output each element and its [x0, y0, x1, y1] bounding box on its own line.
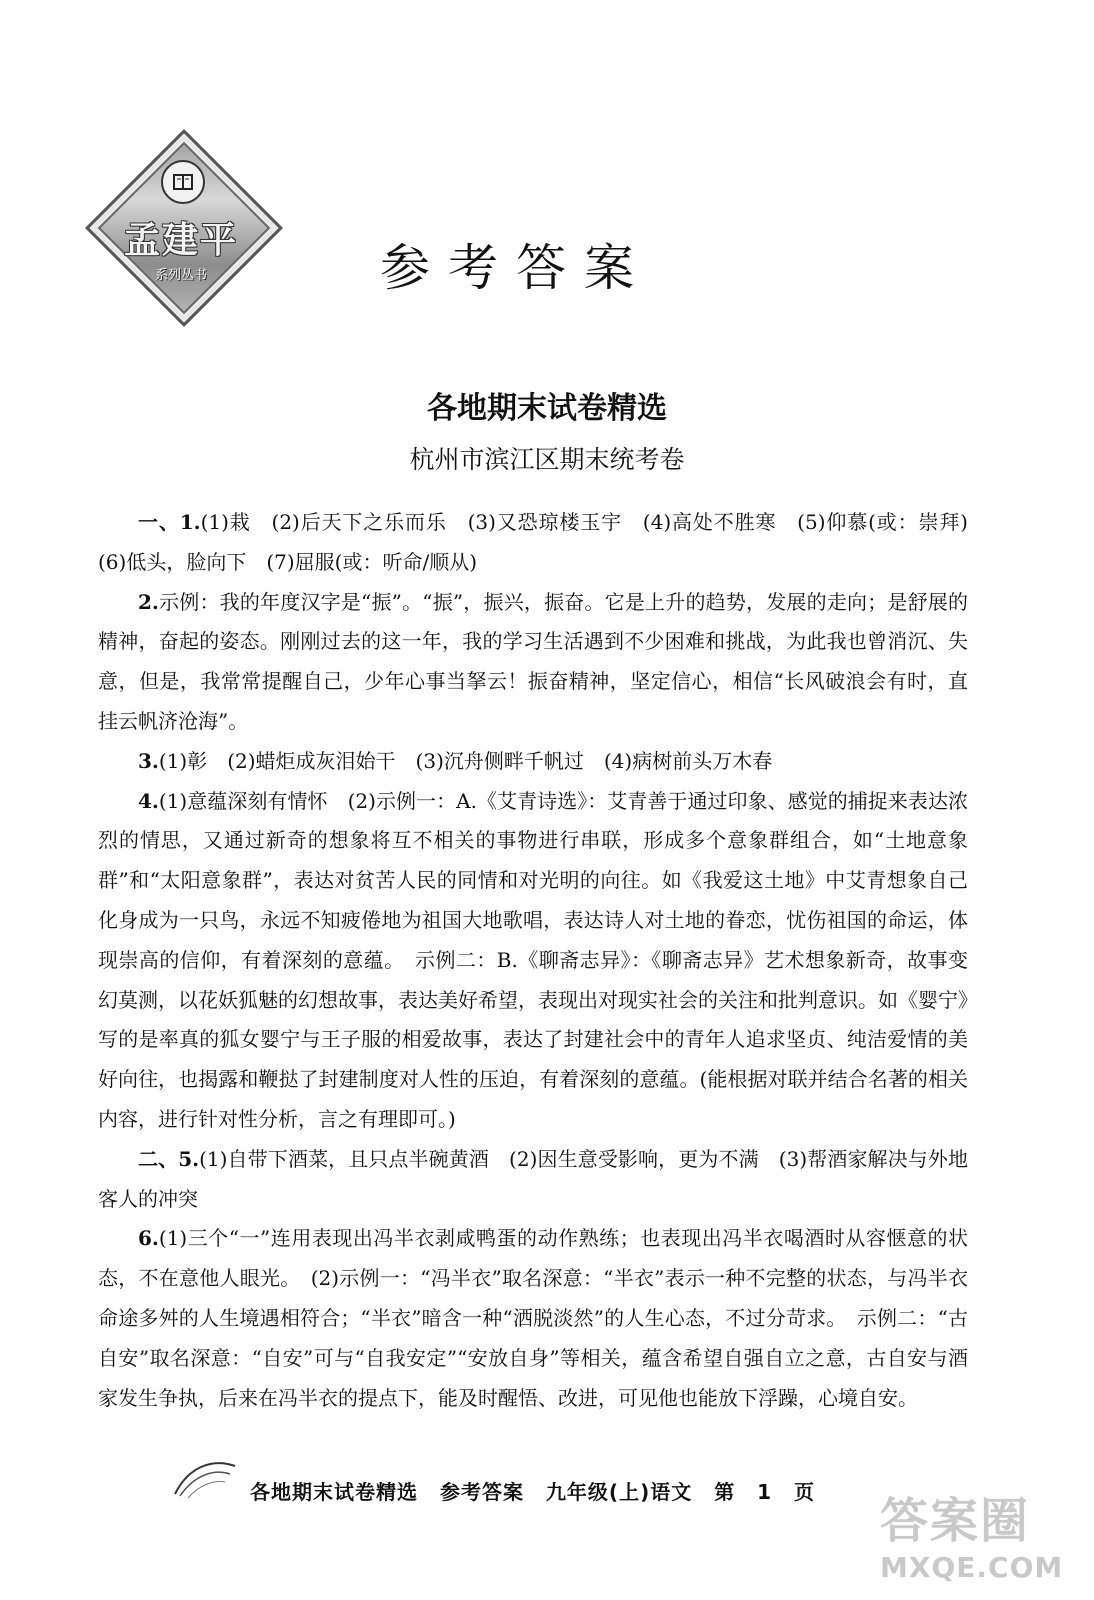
answer-item — [98, 782, 968, 1140]
answer-body — [98, 503, 988, 1418]
watermark — [880, 1482, 1080, 1592]
answer-text: (1)彰 (2)蜡炬成灰泪始干 (3)沉舟侧畔千帆过 (4)病树前头万木春 — [158, 748, 773, 773]
answer-item — [98, 1140, 968, 1220]
footer-text — [250, 1476, 829, 1505]
answer-text: 示例：我的年度汉字是“振”。“振”，振兴，振奋。它是上升的趋势，发展的走向；是舒展的精神，奋起的姿态。刚刚过去的这一年，我的学习生活遇到不少困难和挑战，为此我也曾消沉、失意，但是，我常常提醒自己，少年心事当拏云！振奋精神，坚定信心，相信“长风破浪会有时，直挂云帆济沧海”。 — [98, 589, 968, 733]
answer-number: 二、5. — [138, 1146, 200, 1171]
footer-page-prefix: 第 — [714, 1480, 736, 1504]
answer-item — [98, 742, 968, 782]
section-title: 各地期末试卷精选 — [427, 391, 667, 426]
answer-number: 3. — [138, 748, 159, 773]
answer-text: (1)自带下酒菜，且只点半碗黄酒 (2)因生意受影响，更为不满 (3)帮酒家解决与外地客人的冲突 — [98, 1146, 968, 1211]
logo-name: 孟建平 — [123, 220, 238, 261]
answer-text: (1)栽 (2)后天下之乐而乐 (3)又恐琼楼玉宇 (4)高处不胜寒 (5)仰慕(或：崇拜) (6)低头，脸向下 (7)屈服(或：听命/顺从) — [98, 510, 988, 574]
feather-swirl-icon — [170, 1454, 240, 1508]
footer-book: 各地期末试卷精选 — [250, 1480, 418, 1504]
book-emblem-icon — [161, 160, 205, 204]
answer-text: (1)意蕴深刻有情怀 (2)示例一：A.《艾青诗选》：艾青善于通过印象、感觉的捕捉来表达浓烈的情思，又通过新奇的想象将互不相关的事物进行串联，形成多个意象群组合，如“土地意象群”和“太阳意象群”，表达对贫苦人民的同情和对光明的向往。如《我爱这土地》中艾青想象自己化身成为一只鸟，永远不知疲倦地为祖国大地歌唱，表达诗人对土地的眷恋，忧伤祖国的命运，体现崇高的信仰，有着深刻的意蕴。 示例二：B.《聊斋志异》：《聊斋志异》艺术想象新奇，故事变幻莫测，以花妖狐魅的幻想故事，表达美好希望，表现出对现实社会的关注和批判意识。如《婴宁》写的是率真的狐女婴宁与王子服的相爱故事，表达了封建社会中的青年人追求坚贞、纯洁爱情的美好向往，也揭露和鞭挞了封建制度对人性的压迫，有着深刻的意蕴。(能根据对联并结合名著的相关内容，进行针对性分析，言之有理即可。) — [98, 788, 968, 1131]
footer-section: 参考答案 — [439, 1480, 524, 1504]
answer-number: 2. — [138, 589, 159, 614]
page-title: 参考答案 — [380, 239, 652, 297]
answer-item — [98, 583, 968, 742]
answer-item — [98, 503, 988, 583]
answer-number: 4. — [138, 788, 159, 813]
answer-text: (1)三个“一”连用表现出冯半衣剥咸鸭蛋的动作熟练；也表现出冯半衣喝酒时从容惬意的状态，不在意他人眼光。 (2)示例一：“冯半衣”取名深意：“半衣”表示一种不完整的状态，与冯半衣命途多舛的人生境遇相符合；“半衣”暗含一种“洒脱淡然”的人生心态，不过分苛求。 示例二：“古自安”取名深意：“自安”可与“自我安定”“安放自身”等相关，蕴含希望自强自立之意，古自安与酒家发生争执，后来在冯半衣的提点下，能及时醒悟、改进，可见他也能放下浮躁，心境自安。 — [98, 1226, 968, 1410]
answer-item — [98, 1219, 968, 1418]
page-number: 1 — [757, 1480, 773, 1504]
answer-number: 6. — [138, 1226, 159, 1251]
footer-grade: 九年级(上)语文 — [545, 1480, 693, 1504]
logo-series: 系列丛书 — [154, 268, 207, 283]
watermark-text: 答案圈 — [880, 1493, 1031, 1549]
exam-subtitle: 杭州市滨江区期末统考卷 — [409, 445, 685, 474]
answer-number: 一、1. — [138, 510, 201, 534]
watermark-url: MXQE.COM — [880, 1551, 1064, 1584]
footer-page-suffix: 页 — [794, 1480, 816, 1504]
